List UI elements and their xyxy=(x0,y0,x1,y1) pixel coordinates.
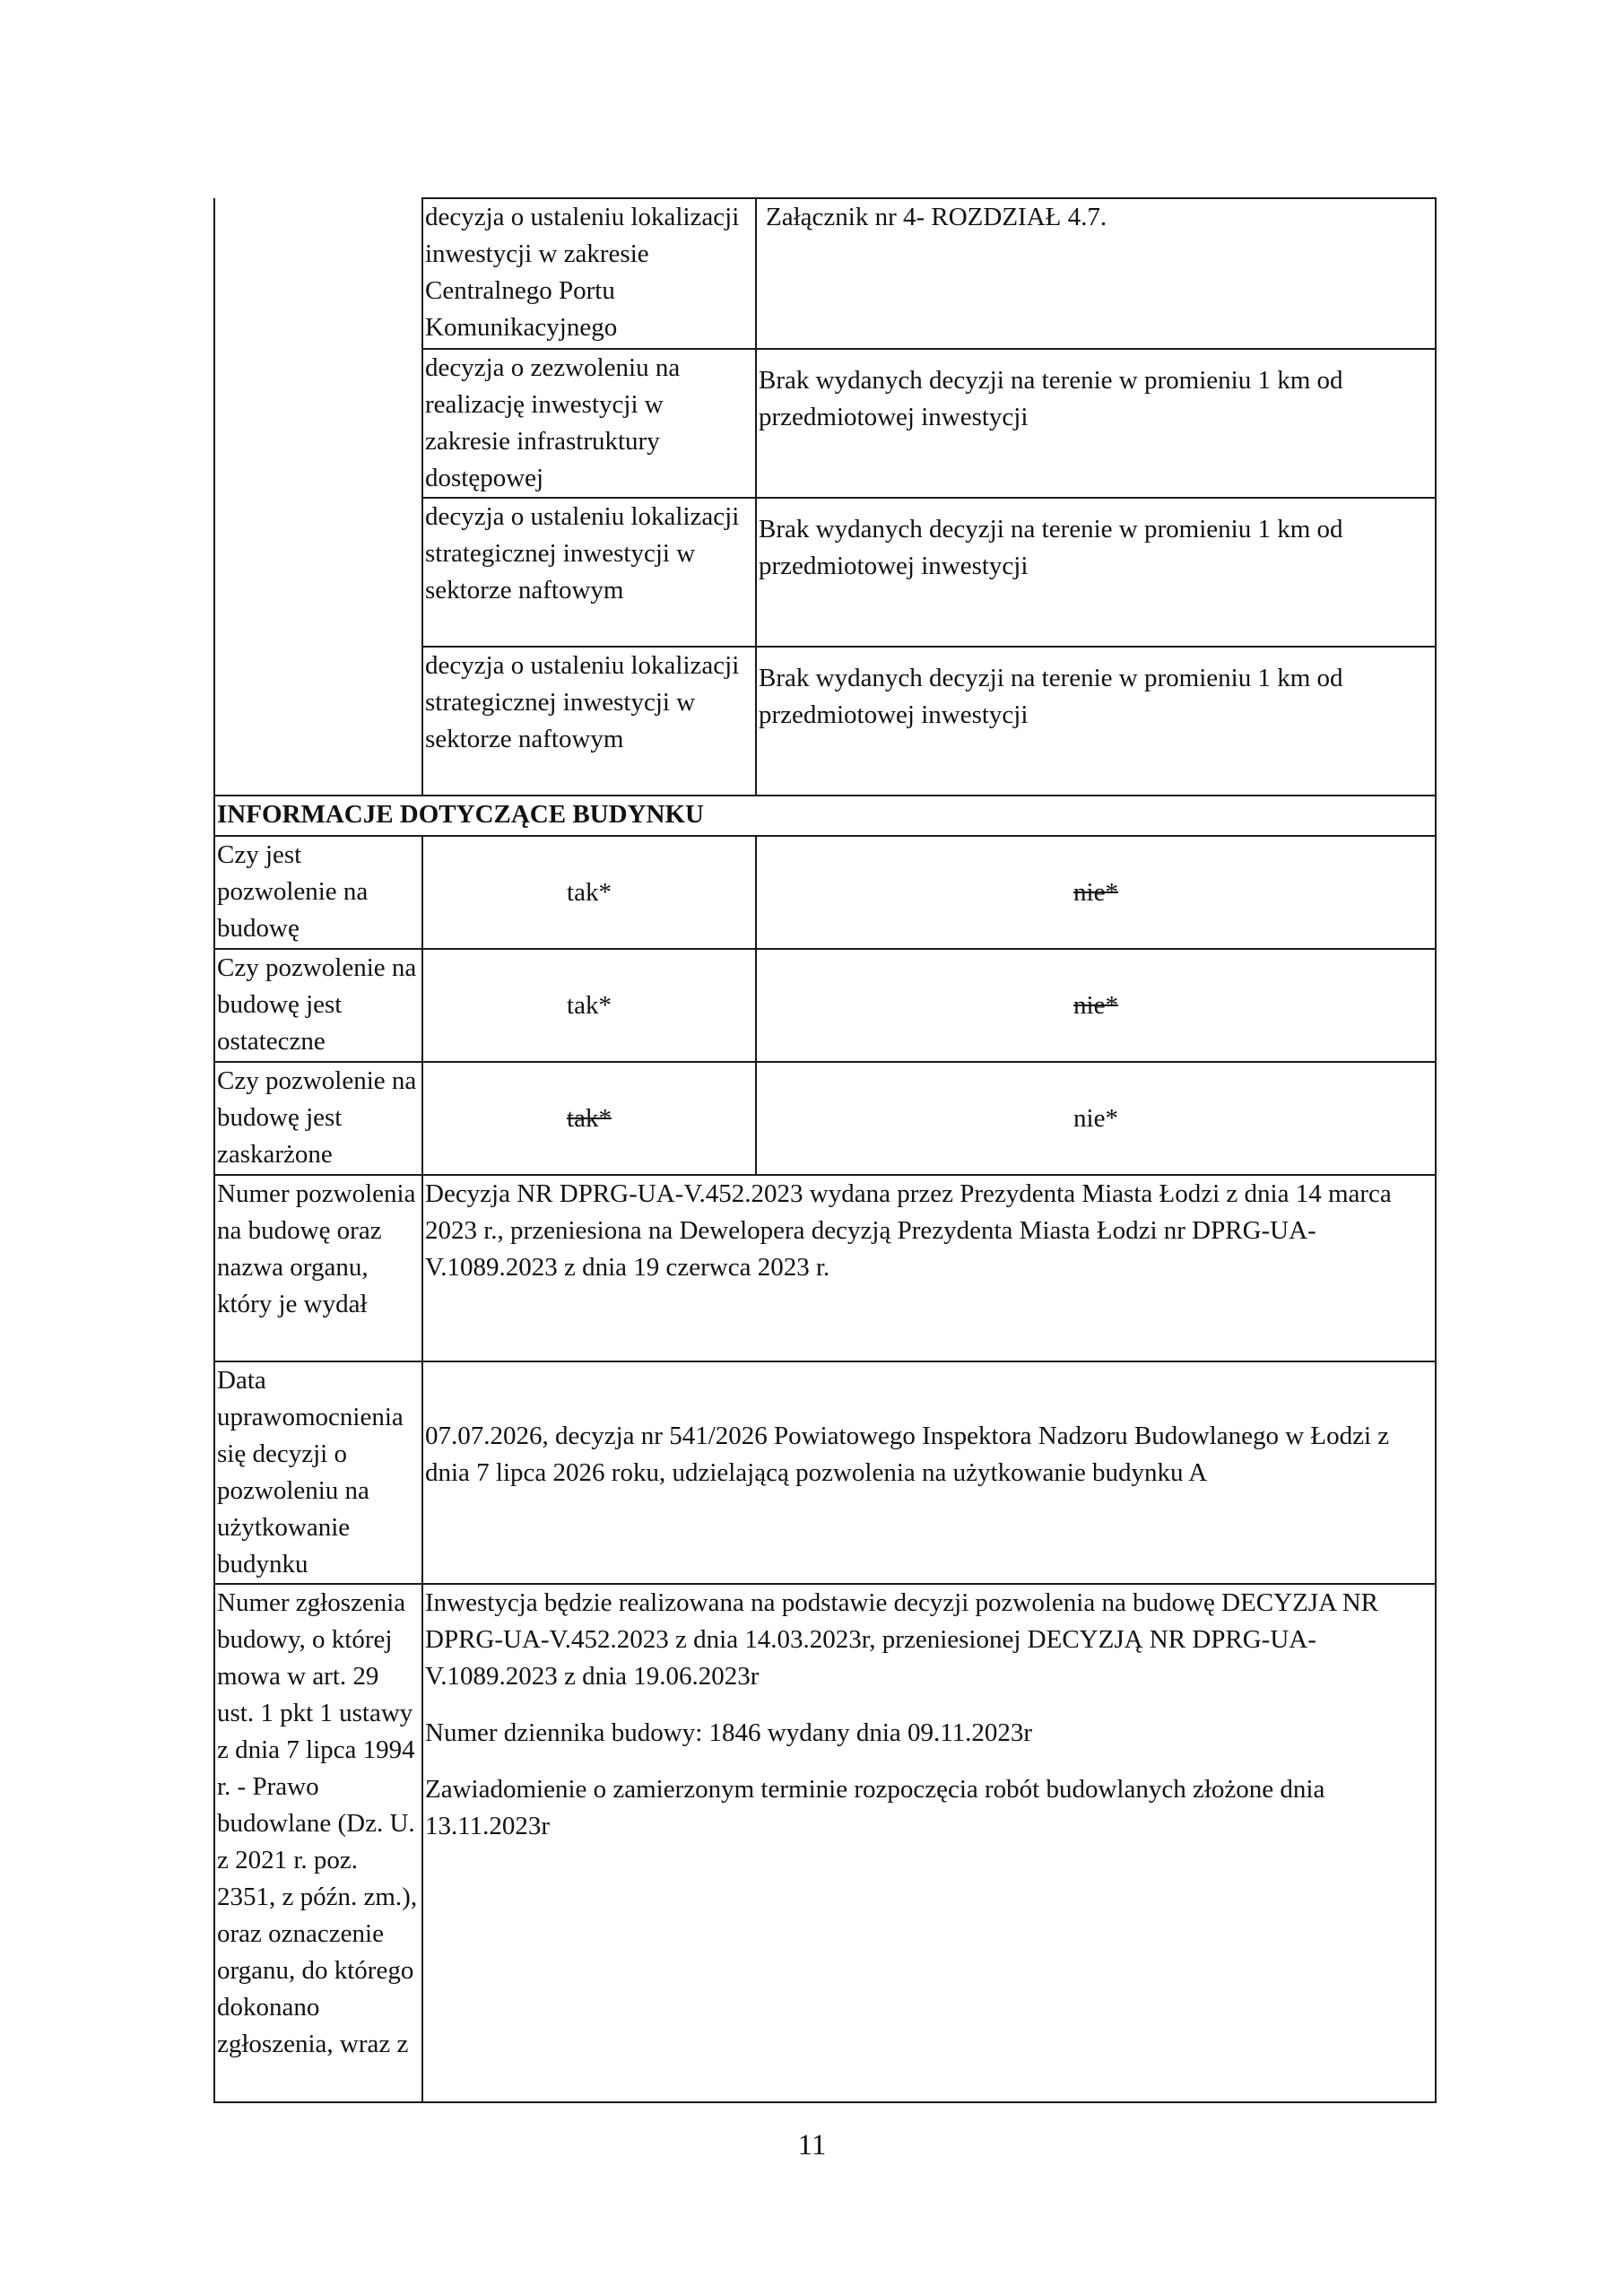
blank-left-cell xyxy=(214,198,422,796)
decision-info: Brak wydanych decyzji na terenie w promieniu 1 km od przedmiotowej inwestycji xyxy=(756,349,1436,498)
question-label: Czy jest pozwolenie na budowę xyxy=(214,836,422,949)
decision-info: Brak wydanych decyzji na terenie w promieniu 1 km od przedmiotowej inwestycji xyxy=(756,647,1436,796)
answer-no-struck: nie* xyxy=(756,949,1436,1062)
decision-type: decyzja o ustaleniu lokalizacji strategicznej inwestycji w sektorze naftowym xyxy=(422,647,756,796)
answer-yes: tak* xyxy=(422,949,756,1062)
notification-value xyxy=(422,1584,1436,2102)
answer-yes-struck: tak* xyxy=(422,1062,756,1175)
document-table xyxy=(213,197,1437,2103)
occupancy-permit-value: 07.07.2026, decyzja nr 541/2026 Powiatowego Inspektora Nadzoru Budowlanego w Łodzi z dnia 7 lipca 2026 roku, udzielającą pozwolenia na użytkowanie budynku A xyxy=(422,1361,1436,1584)
notification-label: Numer zgłoszenia budowy, o której mowa w art. 29 ust. 1 pkt 1 ustawy z dnia 7 lipca 1994 r. - Prawo budowlane (Dz. U. z 2021 r. poz. 2351, z późn. zm.), oraz oznaczenie organu, do którego dokonano zgłoszenia, wraz z xyxy=(214,1584,422,2102)
decision-info: Brak wydanych decyzji na terenie w promieniu 1 km od przedmiotowej inwestycji xyxy=(756,498,1436,647)
notification-paragraph-3: Zawiadomienie o zamierzonym terminie rozpoczęcia robót budowlanych złożone dnia 13.11.2023r xyxy=(425,1775,1325,1840)
question-row xyxy=(214,949,1436,1062)
question-label: Czy pozwolenie na budowę jest ostateczne xyxy=(214,949,422,1062)
permit-number-value: Decyzja NR DPRG-UA-V.452.2023 wydana przez Prezydenta Miasta Łodzi z dnia 14 marca 2023 r., przeniesiona na Dewelopera decyzją Prezydenta Miasta Łodzi nr DPRG-UA-V.1089.2023 z dnia 19 czerwca 2023 r. xyxy=(422,1175,1436,1361)
decision-row xyxy=(214,198,1436,349)
question-row xyxy=(214,1062,1436,1175)
question-row xyxy=(214,836,1436,949)
occupancy-permit-row xyxy=(214,1361,1436,1584)
page-number: 11 xyxy=(797,2129,827,2161)
notification-row xyxy=(214,1584,1436,2102)
decision-info: Załącznik nr 4- ROZDZIAŁ 4.7. xyxy=(756,198,1436,349)
decision-type: decyzja o ustaleniu lokalizacji inwestycji w zakresie Centralnego Portu Komunikacyjnego xyxy=(422,198,756,349)
answer-yes: tak* xyxy=(422,836,756,949)
notification-paragraph-2: Numer dziennika budowy: 1846 wydany dnia 09.11.2023r xyxy=(425,1718,1033,1747)
decision-type: decyzja o ustaleniu lokalizacji strategicznej inwestycji w sektorze naftowym xyxy=(422,498,756,647)
permit-number-label: Numer pozwolenia na budowę oraz nazwa organu, który je wydał xyxy=(214,1175,422,1361)
section-header: INFORMACJE DOTYCZĄCE BUDYNKU xyxy=(214,796,1436,836)
answer-no: nie* xyxy=(756,1062,1436,1175)
occupancy-permit-label: Data uprawomocnienia się decyzji o pozwoleniu na użytkowanie budynku xyxy=(214,1361,422,1584)
answer-no-struck: nie* xyxy=(756,836,1436,949)
decision-type: decyzja o zezwoleniu na realizację inwestycji w zakresie infrastruktury dostępowej xyxy=(422,349,756,498)
question-label: Czy pozwolenie na budowę jest zaskarżone xyxy=(214,1062,422,1175)
section-header-row xyxy=(214,796,1436,836)
notification-paragraph-1: Inwestycja będzie realizowana na podstawie decyzji pozwolenia na budowę DECYZJA NR DPRG-UA-V.452.2023 z dnia 14.03.2023r, przeniesionej DECYZJĄ NR DPRG-UA-V.1089.2023 z dnia 19.06.2023r xyxy=(425,1588,1378,1691)
permit-number-row xyxy=(214,1175,1436,1361)
